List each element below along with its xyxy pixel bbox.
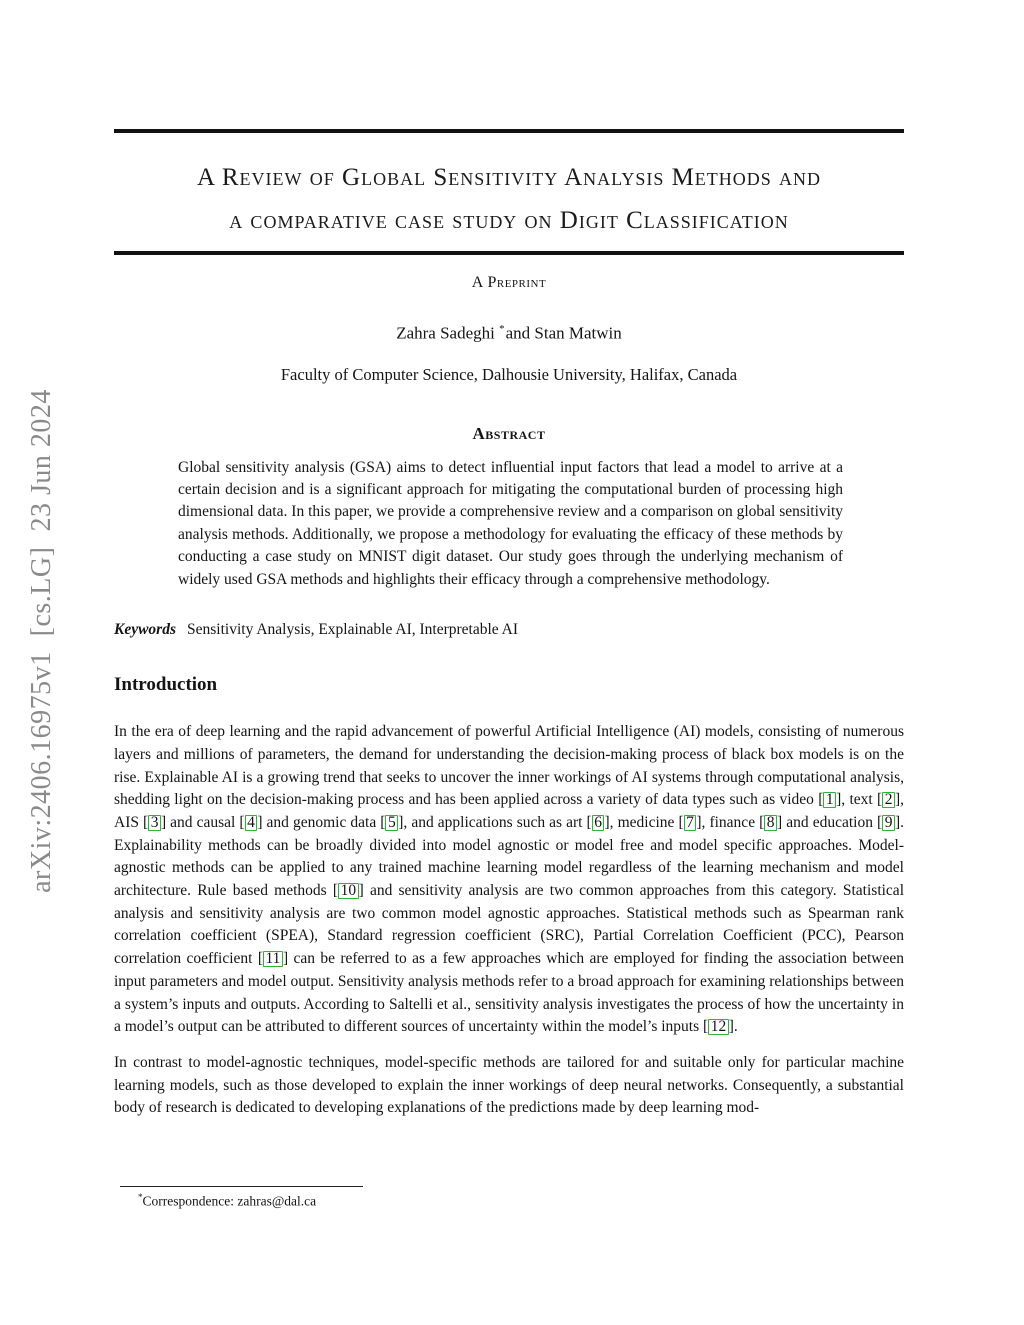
footnote: [120, 1186, 540, 1210]
citation-link[interactable]: 4: [245, 815, 258, 831]
author-name-second: and Stan Matwin: [505, 323, 622, 343]
introduction-heading: Introduction: [114, 674, 218, 696]
footnote-line: [120, 1192, 540, 1210]
paper-title-line-2: a comparative case study on Digit Classification: [229, 207, 789, 234]
citation-link[interactable]: 8: [764, 815, 777, 831]
paper-title-line-1: A Review of Global Sensitivity Analysis Methods and: [196, 164, 822, 191]
keywords-label: Keywords: [114, 621, 176, 639]
citation-link[interactable]: 3: [148, 815, 161, 831]
citation-link[interactable]: 11: [263, 951, 283, 967]
author-name-first: Zahra Sadeghi: [396, 323, 500, 343]
citation-link[interactable]: 1: [823, 792, 836, 808]
citation-link[interactable]: 7: [684, 815, 697, 831]
title-rule-bottom: [114, 251, 904, 255]
intro-paragraph-2: In contrast to model-agnostic techniques, model-specific methods are tailored for and suitable only for particular machine learning models, such as those developed to explain the inner workings of deep neural networks. Consequently, a substantial body of research is dedicated to developing explanations of the predictions made by deep learning mod-: [114, 1053, 904, 1117]
citation-link[interactable]: 12: [708, 1019, 729, 1035]
abstract-heading: Abstract: [472, 423, 546, 443]
affiliation: Faculty of Computer Science, Dalhousie University, Halifax, Canada: [280, 364, 738, 384]
paper-content: [114, 129, 904, 1120]
preprint-label: A Preprint: [471, 274, 547, 291]
keywords-line: [114, 621, 904, 639]
abstract-text: Global sensitivity analysis (GSA) aims to detect influential input factors that lead a model to arrive at a certain decision and is a significant approach for mitigating the computational burden of processing high dimensional data. In this paper, we provide a comprehensive review and a comparison on global sensitivity analysis methods. Additionally, we propose a methodology for evaluating the efficacy of these methods by conducting a case study on MNIST digit dataset. Our study goes through the underlying mechanism of widely used GSA methods and highlights their efficacy through a comprehensive methodology.: [178, 458, 843, 588]
paper-title: [114, 156, 904, 242]
citation-link[interactable]: 10: [338, 883, 359, 899]
footnote-marker: *: [138, 1192, 143, 1203]
author-footnote-marker: *: [499, 323, 505, 335]
keywords-text: Sensitivity Analysis, Explainable AI, Interpretable AI: [187, 621, 519, 639]
author-names: [114, 323, 904, 344]
arxiv-watermark: arXiv:2406.16975v1 [cs.LG] 23 Jun 2024: [26, 389, 57, 893]
citation-link[interactable]: 5: [385, 815, 398, 831]
citation-link[interactable]: 9: [882, 815, 895, 831]
intro-paragraph-1: In the era of deep learning and the rapid advancement of powerful Artificial Intelligence (AI) models, consisting of numerous layers and millions of parameters, the demand for understanding the decision-making process of black box models is on the rise. Explainable AI is a growing trend that seeks to uncover the inner workings of AI systems through computational analysis, shedding light on the decision-making process and has been applied across a variety of data types such as video [ 1 ], text [ 2 ], AIS [ 3 ] and causal [ 4 ] and genomic data [ 5 ], and applications such as art [ 6 ], medicine [ 7 ], finance [ 8 ] and education [ 9 ]. Explainability methods can be broadly divided into model agnostic or model free and model specific approaches. Model-agnostic methods can be applied to any trained machine learning model regardless of the learning mechanism and model architecture. Rule based methods [ 10 ] and sensitivity analysis are two common approaches from this category. Statistical analysis and sensitivity analysis are two common model agnostic approaches. Statistical methods such as Spearman rank correlation coefficient (SPEA), Standard regression coefficient (SRC), Partial Correlation Coefficient (PCC), Pearson correlation coefficient [ 11 ] can be referred to as a few approaches which are employed for finding the association between input parameters and model output. Sensitivity analysis methods refer to a broad approach for examining relationships between a system’s inputs and outputs. According to Saltelli et al., sensitivity analysis investigates the process of how the uncertainty in a model’s output can be attributed to different sources of uncertainty within the model’s inputs [ 12 ].: [114, 723, 904, 1036]
citation-link[interactable]: 2: [882, 792, 895, 808]
footnote-rule: [120, 1186, 363, 1187]
title-rule-top: [114, 129, 904, 133]
footnote-text: Correspondence: zahras@dal.ca: [142, 1193, 317, 1209]
citation-link[interactable]: 6: [592, 815, 605, 831]
